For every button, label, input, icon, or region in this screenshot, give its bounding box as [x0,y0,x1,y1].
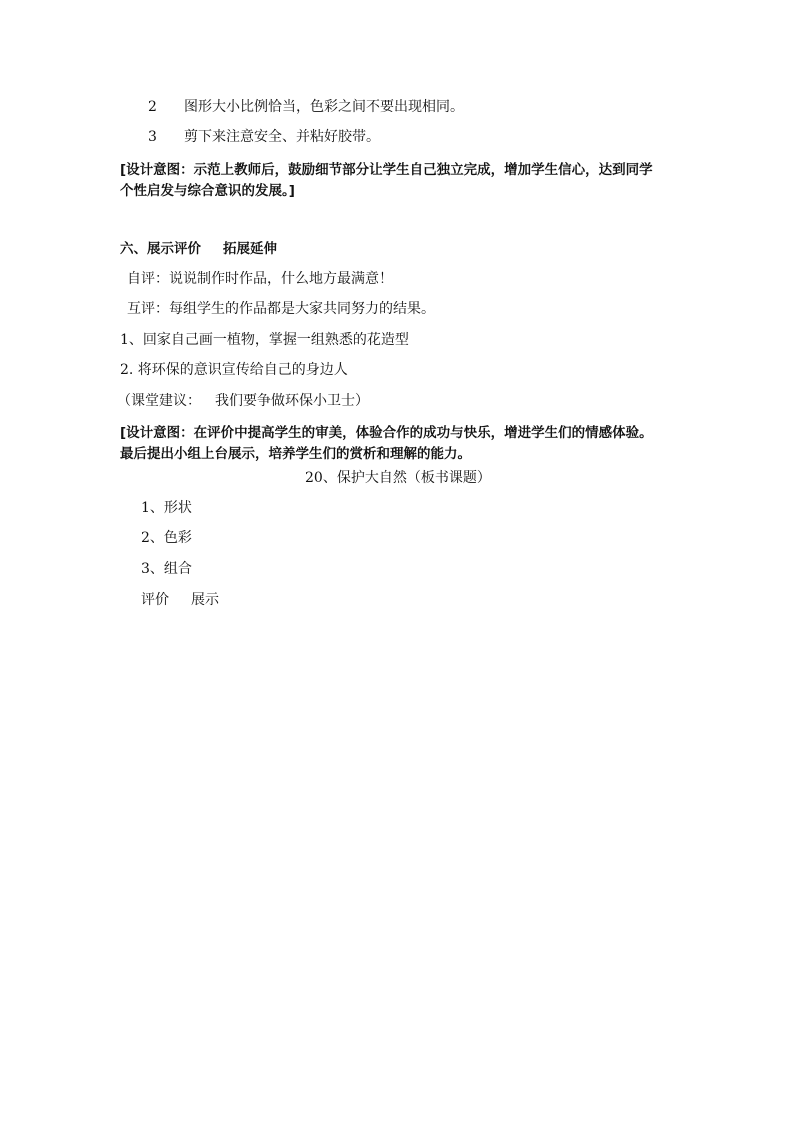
design-intent-line: 最后提出小组上台展示，培养学生们的赏析和理解的能力。 [120,446,471,462]
step-text: 图形大小比例恰当，色彩之间不要出现相同。 [184,99,464,115]
board-item: 1、形状 [141,500,192,516]
self-evaluation: 自评：说说制作时作品，什么地方最满意！ [127,271,393,287]
section-heading [120,239,277,259]
design-intent-line: 个性启发与综合意识的发展。] [120,183,295,199]
board-footer [141,590,219,610]
board-footer-part: 评价 [141,592,169,608]
mutual-evaluation: 互评：每组学生的作品都是大家共同努力的结果。 [127,301,435,317]
class-suggestion-text: 我们要争做环保小卫士） [215,393,369,409]
step-text: 剪下来注意安全、并粘好胶带。 [184,129,380,145]
extension-item: 2. 将环保的意识宣传给自己的身边人 [120,362,348,378]
section-heading-part: 拓展延伸 [223,241,277,257]
board-title: 20、保护大自然（板书课题） [305,470,491,486]
board-footer-part: 展示 [191,592,219,608]
extension-item: 1、回家自己画一植物，掌握一组熟悉的花造型 [120,332,409,348]
section-heading-part: 六、展示评价 [120,241,201,257]
step-number: 3 [148,129,157,145]
board-item: 2、色彩 [141,530,192,546]
step-item [148,97,464,117]
step-item [148,127,380,147]
board-item: 3、组合 [141,561,192,577]
class-suggestion-label: （课堂建议： [117,393,201,409]
design-intent-line: [设计意图：示范上教师后，鼓励细节部分让学生自己独立完成，增加学生信心，达到同学 [120,162,653,178]
design-intent-line: [设计意图：在评价中提高学生的审美，体验合作的成功与快乐，增进学生们的情感体验。 [120,425,653,441]
step-number: 2 [148,99,157,115]
class-suggestion [117,391,369,411]
